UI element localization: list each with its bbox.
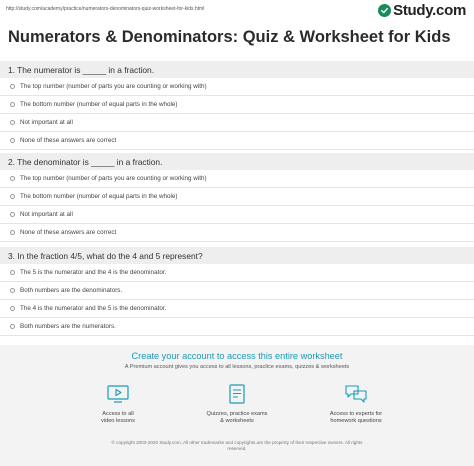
answer-option-text: Both numbers are the numerators. bbox=[20, 322, 116, 330]
answer-option[interactable] bbox=[0, 132, 474, 150]
question-text: 1. The numerator is _____ in a fraction. bbox=[8, 65, 155, 75]
radio-button[interactable] bbox=[10, 120, 15, 125]
answer-option[interactable] bbox=[0, 264, 474, 282]
video-lessons-icon bbox=[105, 383, 131, 405]
answer-option-text: The bottom number (number of equal parts in the whole) bbox=[20, 100, 178, 108]
answer-option-text: The bottom number (number of equal parts in the whole) bbox=[20, 192, 178, 200]
study-logo-icon bbox=[378, 4, 391, 17]
answer-option[interactable] bbox=[0, 282, 474, 300]
study-logo[interactable] bbox=[378, 2, 466, 19]
radio-button[interactable] bbox=[10, 306, 15, 311]
radio-button[interactable] bbox=[10, 288, 15, 293]
answer-option[interactable] bbox=[0, 96, 474, 114]
answer-option[interactable] bbox=[0, 224, 474, 242]
question-text: 2. The denominator is _____ in a fraction. bbox=[8, 157, 163, 167]
answer-option[interactable] bbox=[0, 318, 474, 336]
question-header bbox=[0, 61, 474, 78]
answer-option-text: The top number (number of parts you are counting or working with) bbox=[20, 174, 207, 182]
feature-label: video lessons bbox=[101, 418, 135, 424]
question-text: 3. In the fraction 4/5, what do the 4 and 5 represent? bbox=[8, 251, 203, 261]
radio-button[interactable] bbox=[10, 84, 15, 89]
feature-label: Quizzes, practice exams bbox=[206, 411, 268, 417]
radio-button[interactable] bbox=[10, 102, 15, 107]
answer-option[interactable] bbox=[0, 170, 474, 188]
create-account-link[interactable]: Create your account to access this entire worksheet bbox=[131, 351, 343, 361]
answer-option-text: Both numbers are the denominators. bbox=[20, 286, 123, 294]
homework-experts-icon bbox=[343, 383, 369, 405]
radio-button[interactable] bbox=[10, 194, 15, 199]
feature-experts bbox=[306, 383, 406, 425]
promo-subtitle: A Premium account gives you access to all lessons, practice exams, quizzes & worksheets bbox=[124, 364, 350, 370]
radio-button[interactable] bbox=[10, 212, 15, 217]
answer-option[interactable] bbox=[0, 188, 474, 206]
feature-label: Access to all bbox=[102, 411, 134, 417]
answer-option-text: The top number (number of parts you are counting or working with) bbox=[20, 82, 207, 90]
feature-label: homework questions bbox=[330, 418, 382, 424]
answer-option[interactable] bbox=[0, 300, 474, 318]
answer-option-text: The 4 is the numerator and the 5 is the denominator. bbox=[20, 304, 167, 312]
question-header bbox=[0, 247, 474, 264]
answer-option-text: Not important at all bbox=[20, 118, 73, 126]
answer-option[interactable] bbox=[0, 114, 474, 132]
answer-option-text: None of these answers are correct bbox=[20, 228, 117, 236]
page-url[interactable]: http://study.com/academy/practice/numerators-denominators-quiz-worksheet-for-kids.html bbox=[6, 6, 205, 12]
radio-button[interactable] bbox=[10, 176, 15, 181]
page-title: Numerators & Denominators: Quiz & Worksheet for Kids bbox=[8, 28, 451, 46]
quizzes-worksheets-icon bbox=[224, 383, 250, 405]
answer-option-text: None of these answers are correct bbox=[20, 136, 117, 144]
copyright-notice bbox=[40, 440, 434, 452]
answer-option-text: Not important at all bbox=[20, 210, 73, 218]
copyright-line: © copyright 2003-2020 Study.com. All other trademarks and copyrights are the property of their respective owners. All rights bbox=[111, 440, 363, 445]
radio-button[interactable] bbox=[10, 324, 15, 329]
radio-button[interactable] bbox=[10, 230, 15, 235]
signup-promo bbox=[0, 345, 474, 466]
radio-button[interactable] bbox=[10, 138, 15, 143]
feature-quizzes bbox=[187, 383, 287, 425]
answer-option[interactable] bbox=[0, 78, 474, 96]
feature-label: Access to experts for bbox=[329, 411, 383, 417]
top-bar bbox=[0, 0, 474, 22]
feature-video-lessons bbox=[68, 383, 168, 425]
copyright-line: reserved. bbox=[227, 446, 247, 451]
study-logo-text: Study.com bbox=[393, 2, 466, 19]
answer-option-text: The 5 is the numerator and the 4 is the denominator. bbox=[20, 268, 167, 276]
feature-label: & worksheets bbox=[220, 418, 254, 424]
question-header bbox=[0, 153, 474, 170]
answer-option[interactable] bbox=[0, 206, 474, 224]
radio-button[interactable] bbox=[10, 270, 15, 275]
